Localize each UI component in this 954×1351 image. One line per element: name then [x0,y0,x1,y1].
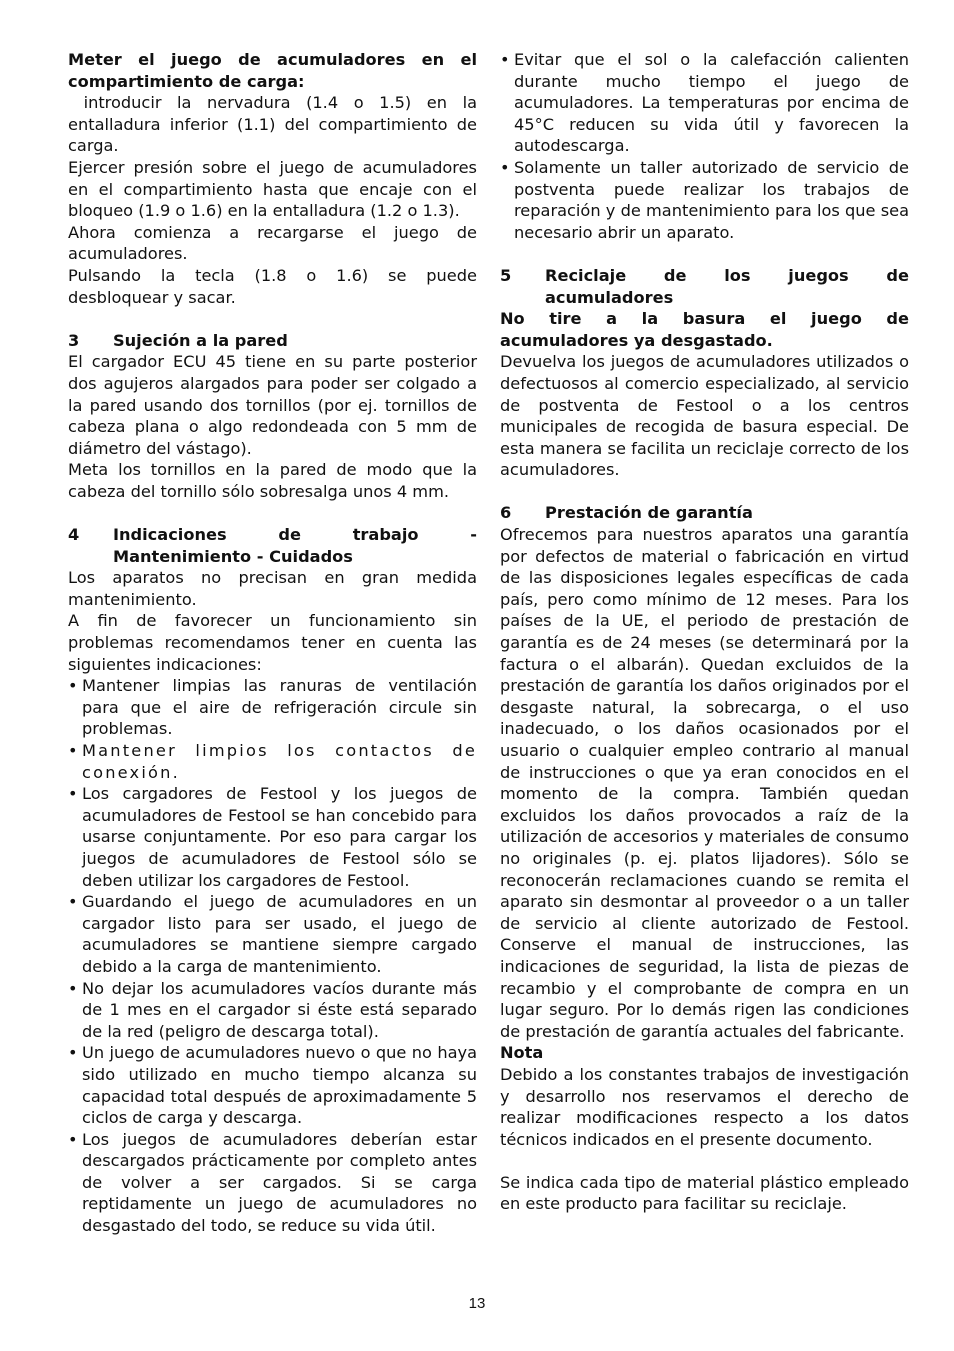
paragraph: Se indica cada tipo de material plástico empleado en este producto para facilitar su reciclaje. [500,1172,909,1214]
page-number: 13 [468,1295,486,1312]
section-number: 3 [68,330,80,350]
paragraph: Devuelva los juegos de acumuladores utilizados o defectuosos al comercio especializado, al servicio de postventa de Festool o a los centros municipales de recogida de basura especial. De esta manera se facilita un reciclaje correcto de los acumuladores. [500,352,909,480]
section-heading-3 [68,330,477,352]
paragraph: Ofrecemos para nuestros aparatos una garantía por defectos de material o fabricación en virtud de las disposiciones legales específicas de cada país, pero como mínimo de 12 meses. Para los países de la UE, el periodo de prestación de garantía es de 24 meses (se determinará por la factura o el albarán). Quedan excluidos de la prestación de garantía los daños originados por el desgaste natural, la sobrecarga, o el uso inadecuado, o los daños ocasionados por el usuario o cualquier empleo contrario al manual de instrucciones o que ya eran conocidos en el momento de la compra. También quedan excluidos los daños provocados a raíz de la utilización de accesorios y materiales de consumo no originales (p. ej. platos lijadores). Sólo se reconocerán reclamaciones cuando se remita el aparato sin desmontar al proveedor o a un taller de servicio al cliente autorizado de Festool. Conserve el manual de instrucciones, las indicaciones de seguridad, la lista de piezas de recambio y el comprobante de compra en un lugar seguro. Por lo demás rigen las condiciones de prestación de garantía actuales del fabricante. [500,525,909,1041]
section-title: Reciclaje de los juegos de acumuladores [545,265,909,307]
list-item: • Un juego de acumuladores nuevo o que no haya sido utilizado en mucho tiempo alcanza su capacidad total después de aproximadamente 5 ciclos de carga y descarga. [68,1043,477,1128]
section-heading-5 [500,265,909,308]
section-title: Sujeción a la pared [113,330,288,350]
paragraph: Debido a los constantes trabajos de investigación y desarrollo nos reservamos el derecho de realizar modificaciones respecto a los datos técnicos indicados en el presente documento. [500,1064,909,1149]
bullet-icon: • [68,676,78,696]
section-number: 6 [500,503,512,523]
spacer [500,1150,909,1172]
section-number: 5 [500,265,512,285]
paragraph: El cargador ECU 45 tiene en su parte posterior dos agujeros alargados para poder ser colgado a la pared usando dos tornillos (por ej. tornillos de cabeza plana o algo redondeada con 5 mm de diámetro del vástago). [68,352,477,458]
left-column [68,49,483,1237]
spacer [68,308,477,330]
section-heading-6 [500,502,909,524]
spacer [500,243,909,265]
paragraph: Ahora comienza a recargarse el juego de acumuladores. [68,222,477,264]
list-item: • No dejar los acumuladores vacíos durante más de 1 mes en el cargador si éste está separado de la red (peligro de descarga total). [68,978,477,1041]
bullet-icon: • [68,784,78,804]
right-column [500,49,909,1215]
list-item: • Evitar que el sol o la calefacción calienten durante mucho tiempo el juego de acumuladores. La temperaturas por encima de 45°C reducen su vida útil y favorecen la autodescarga. [500,50,909,156]
paragraph: Meta los tornillos en la pared de modo que la cabeza del tornillo sólo sobresalga unos 4 mm. [68,460,477,501]
section-title: Indicaciones de trabajo - Mantenimiento - Cuidados [113,525,477,566]
list-item: • Solamente un taller autorizado de servicio de postventa puede realizar los trabajos de reparación y de mantenimiento para los que sea necesario abrir un aparato. [500,157,909,242]
warning-text: No tire a la basura el juego de acumuladores ya desgastado. [500,309,909,350]
list-item: • Los cargadores de Festool y los juegos de acumuladores de Festool se han concebido para usarse conjuntamente. Por eso para cargar los juegos de acumuladores de Festool sólo se deben utilizar los cargadores de Festool. [68,784,477,890]
bullet-icon: • [68,741,78,760]
note-title: Nota [500,1043,544,1063]
bullet-icon: • [500,50,510,69]
list-item: • Mantener limpias las ranuras de ventilación para que el aire de refrigeración circule sin problemas. [68,676,477,739]
list-item: • Guardando el juego de acumuladores en un cargador listo para ser usado, el juego de acumuladores se mantiene siempre cargado debido a la carga de mantenimiento. [68,892,477,976]
charging-section-title: Meter el juego de acumuladores en el compartimiento de carga: [68,50,477,91]
bullet-icon: • [68,892,78,912]
bullet-icon: • [68,1043,78,1063]
paragraph: A fin de favorecer un funcionamiento sin problemas recomendamos tener en cuenta las siguientes indicaciones: [68,611,477,674]
bullet-icon: • [500,157,510,177]
paragraph: Ejercer presión sobre el juego de acumuladores en el compartimiento hasta que encaje con el bloqueo (1.9 o 1.6) en la entalladura (1.2 o 1.3). [68,157,477,221]
section-heading-4 [68,524,477,567]
list-item: • Los juegos de acumuladores deberían estar descargados prácticamente por completo antes de volver a ser cargados. Si se carga reptidamente un juego de acumuladores no desgastado del todo, se reduce su vida útil. [68,1129,477,1236]
section-title: Prestación de garantía [545,503,753,523]
paragraph: Los aparatos no precisan en gran medida mantenimiento. [68,568,477,609]
spacer [68,502,477,524]
bullet-icon: • [68,1129,78,1149]
bullet-icon: • [68,978,78,998]
section-number: 4 [68,525,80,545]
list-item: • Mantener limpios los contactos de conexión. [68,741,477,782]
spacer [500,481,909,503]
paragraph: Pulsando la tecla (1.8 o 1.6) se puede desbloquear y sacar. [68,265,477,307]
paragraph: introducir la nervadura (1.4 o 1.5) en la entalladura inferior (1.1) del compartimiento de carga. [68,93,483,156]
